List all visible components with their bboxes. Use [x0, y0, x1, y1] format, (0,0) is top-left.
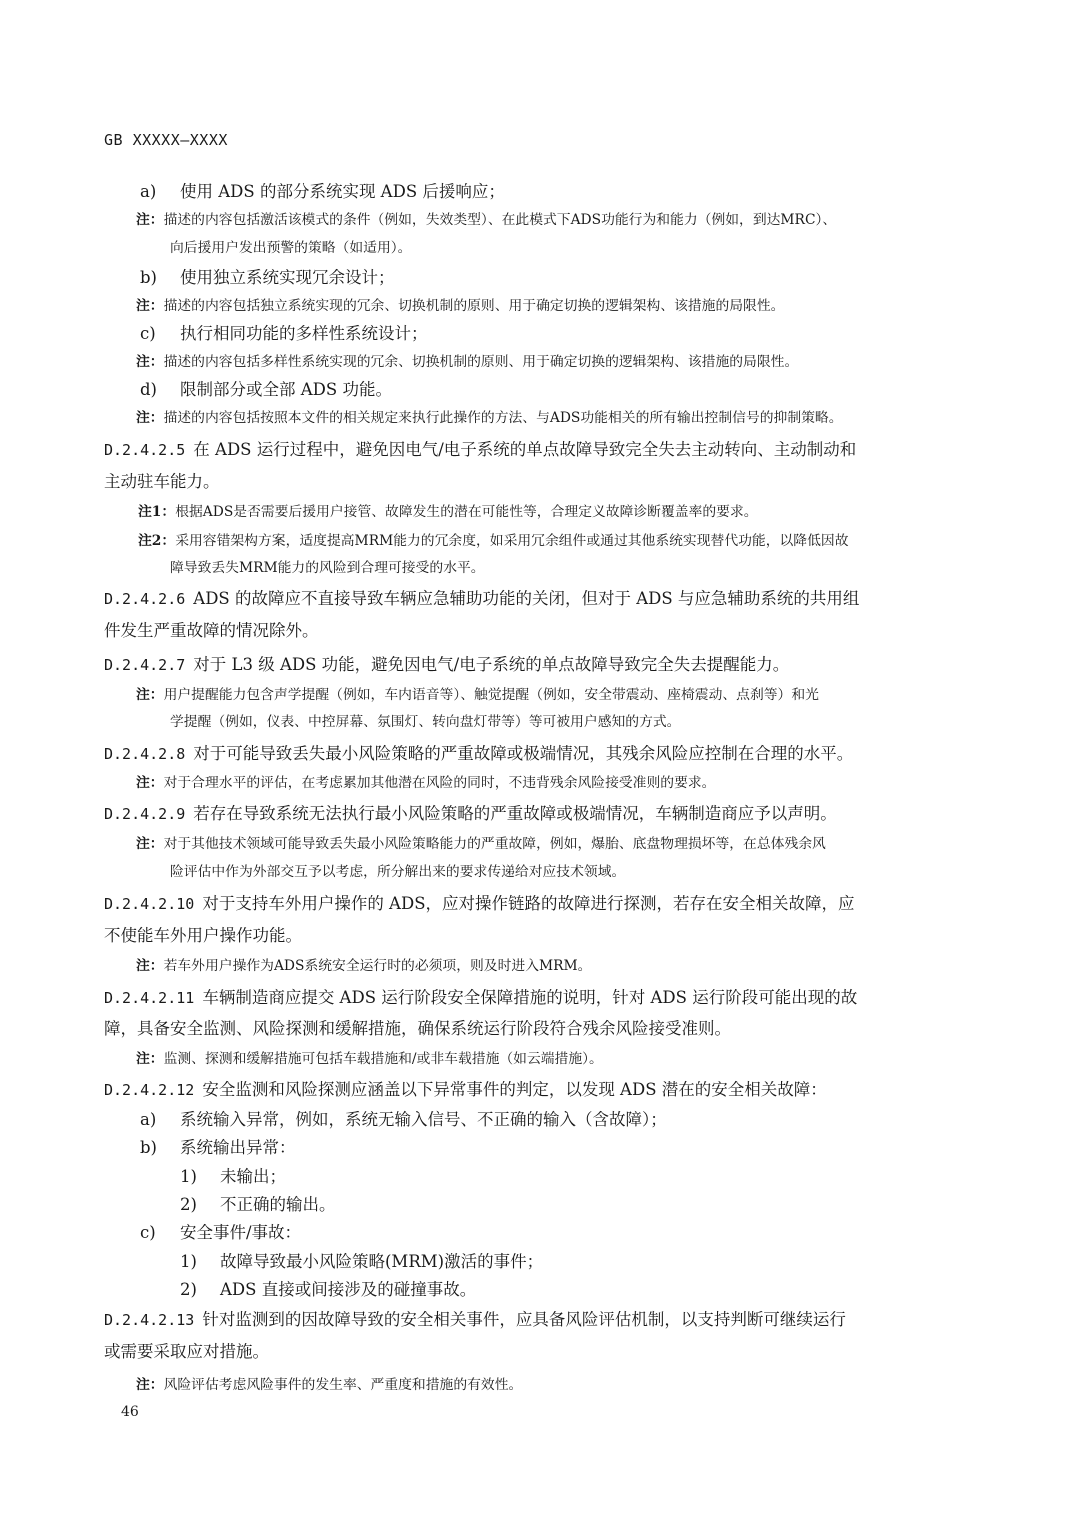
sub-list-item: 1) 未输出； [180, 1167, 286, 1186]
sub-list-item: 2) 不正确的输出。 [180, 1195, 336, 1214]
note: 注：用户提醒能力包含声学提醒（例如，车内语音等）、触觉提醒（例如，安全带震动、座椅震动、点刹等）和光 [136, 687, 819, 703]
clause-d-2-4-2-10: D.2.4.2.10 对于支持车外用户操作的 ADS，应对操作链路的故障进行探测，若存在安全相关故障，应 [104, 894, 855, 913]
clause-continuation: 不使能车外用户操作功能。 [104, 926, 302, 945]
note: 注：描述的内容包括按照本文件的相关规定来执行此操作的方法、与ADS功能相关的所有输出控制信号的抑制策略。 [136, 410, 843, 426]
note-continuation: 学提醒（例如，仪表、中控屏幕、氛围灯、转向盘灯带等）等可被用户感知的方式。 [170, 714, 681, 730]
clause-d-2-4-2-6: D.2.4.2.6 ADS 的故障应不直接导致车辆应急辅助功能的关闭，但对于 ADS 与应急辅助系统的共用组 [104, 589, 860, 608]
note: 注2：采用容错架构方案，适度提高MRM能力的冗余度，如采用冗余组件或通过其他系统实现替代功能，以降低因故 [138, 533, 849, 549]
note-continuation: 向后援用户发出预警的策略（如适用）。 [170, 240, 412, 256]
list-item-b: b) 使用独立系统实现冗余设计； [140, 268, 395, 287]
note-continuation: 障导致丢失MRM能力的风险到合理可接受的水平。 [170, 560, 485, 576]
note: 注：描述的内容包括多样性系统实现的冗余、切换机制的原则、用于确定切换的逻辑架构、该措施的局限性。 [136, 354, 799, 370]
note-continuation: 险评估中作为外部交互予以考虑，所分解出来的要求传递给对应技术领域。 [170, 864, 626, 880]
list-item-d: d) 限制部分或全部 ADS 功能。 [140, 380, 392, 399]
clause-d-2-4-2-12: D.2.4.2.12 安全监测和风险探测应涵盖以下异常事件的判定，以发现 ADS 潜在的安全相关故障： [104, 1080, 827, 1099]
clause-continuation: 件发生严重故障的情况除外。 [104, 621, 319, 640]
list-item-a: a) 系统输入异常，例如，系统无输入信号、不正确的输入（含故障）； [140, 1110, 667, 1129]
note: 注1：根据ADS是否需要后援用户接管、故障发生的潜在可能性等，合理定义故障诊断覆盖率的要求。 [138, 504, 758, 520]
clause-d-2-4-2-7: D.2.4.2.7 对于 L3 级 ADS 功能，避免因电气/电子系统的单点故障导致完全失去提醒能力。 [104, 655, 790, 674]
clause-d-2-4-2-5: D.2.4.2.5 在 ADS 运行过程中，避免因电气/电子系统的单点故障导致完全失去主动转向、主动制动和 [104, 440, 857, 459]
list-item-c: c) 安全事件/事故： [140, 1223, 302, 1242]
clause-d-2-4-2-13: D.2.4.2.13 针对监测到的因故障导致的安全相关事件，应具备风险评估机制，以支持判断可继续运行 [104, 1310, 846, 1329]
list-item-c: c) 执行相同功能的多样性系统设计； [140, 324, 428, 343]
standard-header: GB XXXXX—XXXX [104, 131, 228, 149]
clause-d-2-4-2-11: D.2.4.2.11 车辆制造商应提交 ADS 运行阶段安全保障措施的说明，针对 ADS 运行阶段可能出现的故 [104, 988, 858, 1007]
note: 注：若车外用户操作为ADS系统安全运行时的必须项，则及时进入MRM。 [136, 958, 592, 974]
note: 注：描述的内容包括独立系统实现的冗余、切换机制的原则、用于确定切换的逻辑架构、该措施的局限性。 [136, 298, 785, 314]
clause-continuation: 主动驻车能力。 [104, 472, 220, 491]
clause-d-2-4-2-8: D.2.4.2.8 对于可能导致丢失最小风险策略的严重故障或极端情况，其残余风险应控制在合理的水平。 [104, 744, 854, 763]
note: 注：对于合理水平的评估，在考虑累加其他潜在风险的同时，不违背残余风险接受准则的要求。 [136, 775, 716, 791]
clause-continuation: 障，具备安全监测、风险探测和缓解措施，确保系统运行阶段符合残余风险接受准则。 [104, 1019, 731, 1038]
page-number: 46 [121, 1404, 139, 1420]
list-item-b: b) 系统输出异常： [140, 1138, 296, 1157]
clause-d-2-4-2-9: D.2.4.2.9 若存在导致系统无法执行最小风险策略的严重故障或极端情况，车辆制造商应予以声明。 [104, 804, 837, 823]
sub-list-item: 2) ADS 直接或间接涉及的碰撞事故。 [180, 1280, 477, 1299]
note: 注：对于其他技术领域可能导致丢失最小风险策略能力的严重故障，例如，爆胎、底盘物理损坏等，在总体残余风 [136, 836, 826, 852]
clause-continuation: 或需要采取应对措施。 [104, 1342, 269, 1361]
sub-list-item: 1) 故障导致最小风险策略(MRM)激活的事件； [180, 1252, 544, 1271]
list-item-a: a) 使用 ADS 的部分系统实现 ADS 后援响应； [140, 182, 505, 201]
note: 注：描述的内容包括激活该模式的条件（例如，失效类型）、在此模式下ADS功能行为和能力（例如，到达MRC）、 [136, 212, 837, 228]
note: 注：风险评估考虑风险事件的发生率、严重度和措施的有效性。 [136, 1377, 523, 1393]
note: 注：监测、探测和缓解措施可包括车载措施和/或非车载措施（如云端措施）。 [136, 1051, 603, 1067]
